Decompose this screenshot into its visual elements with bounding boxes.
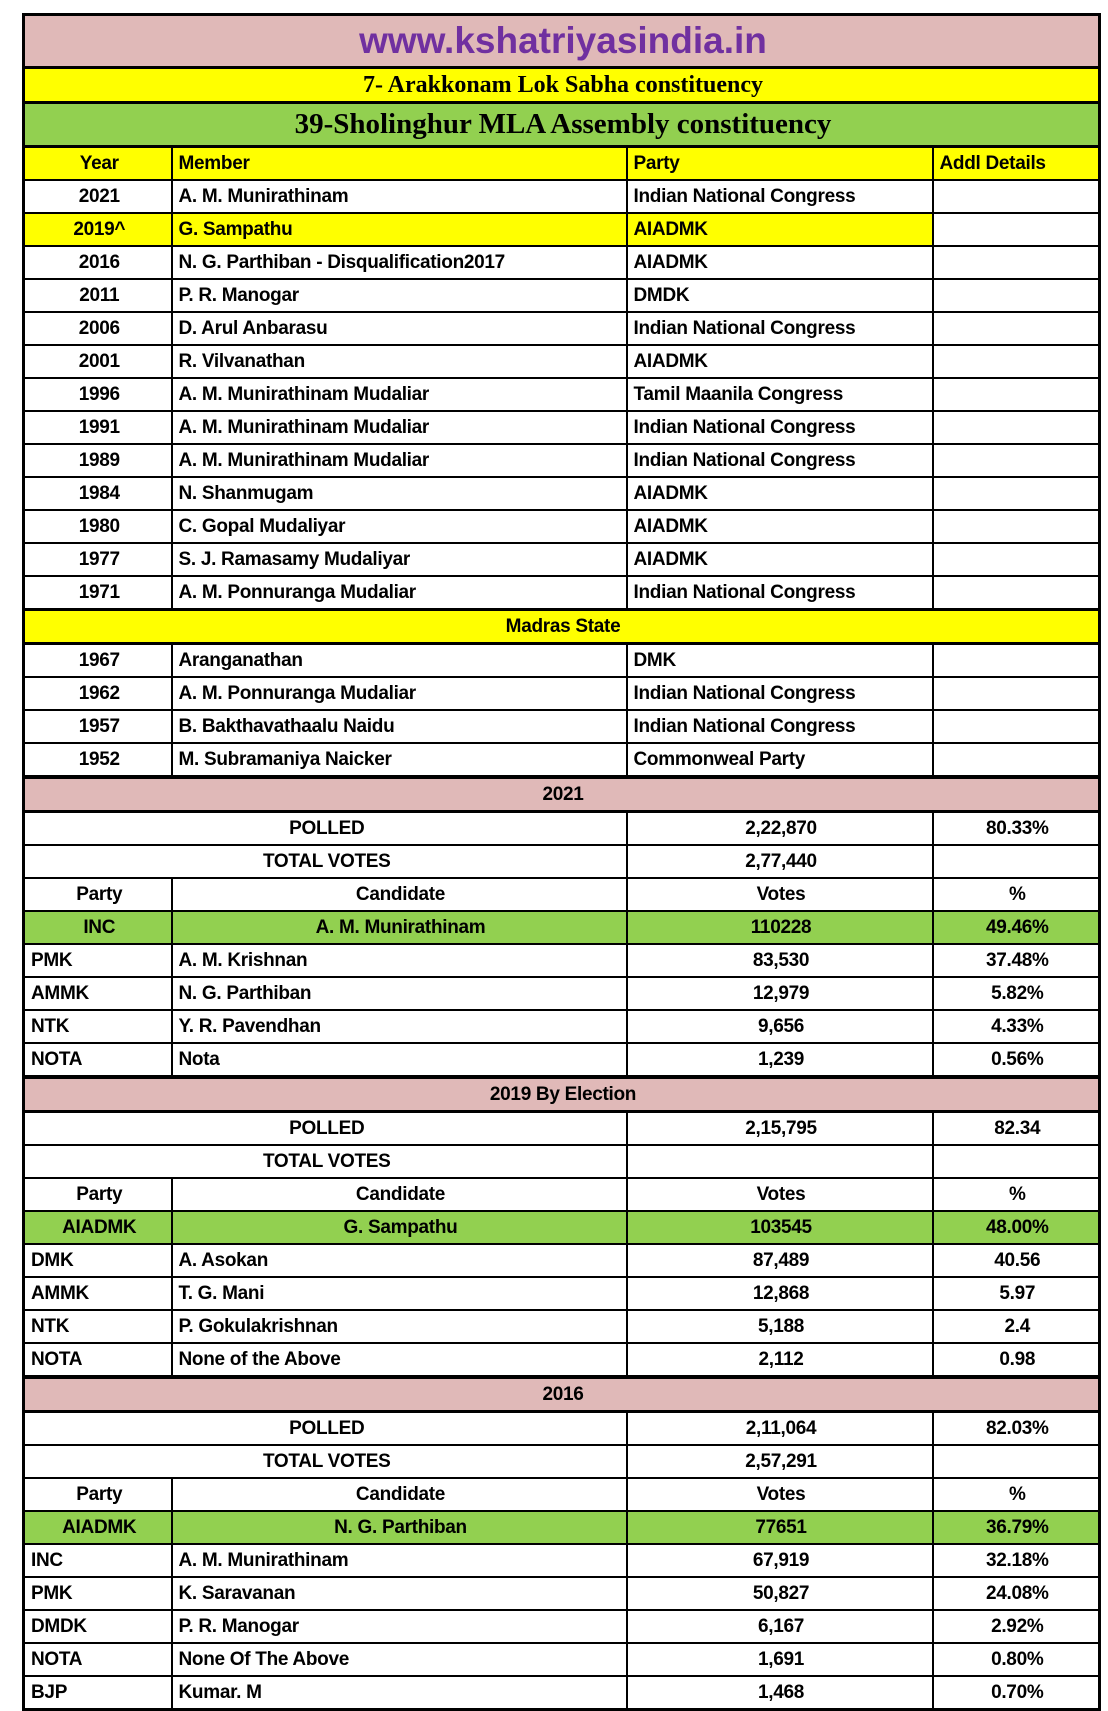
history-row: [24, 180, 1100, 213]
percent-header: %: [933, 1178, 1100, 1211]
addl-cell: [933, 180, 1100, 213]
candidate-header: Candidate: [172, 1478, 627, 1511]
year-cell: 1996: [24, 378, 172, 411]
result-row: [24, 1676, 1100, 1710]
percent-cell: 4.33%: [933, 1010, 1100, 1043]
total-votes-value: [627, 1145, 933, 1178]
polled-votes: 2,11,064: [627, 1412, 933, 1446]
addl-cell: [933, 477, 1100, 510]
member-cell: A. M. Ponnuranga Mudaliar: [172, 576, 627, 610]
madras-state-label: Madras State: [24, 610, 1100, 644]
member-cell: A. M. Munirathinam Mudaliar: [172, 444, 627, 477]
votes-cell: 1,691: [627, 1643, 933, 1676]
member-cell: G. Sampathu: [172, 213, 627, 246]
total-votes-label: TOTAL VOTES: [24, 845, 627, 878]
history-row: [24, 345, 1100, 378]
candidate-cell: N. G. Parthiban: [172, 977, 627, 1010]
year-cell: 1991: [24, 411, 172, 444]
site-title: www.kshatriyasindia.in: [24, 15, 1100, 68]
section-title-row: [24, 1077, 1100, 1112]
year-cell: 1957: [24, 710, 172, 743]
results-header-row: [24, 1178, 1100, 1211]
result-row: [24, 1577, 1100, 1610]
candidate-cell: N. G. Parthiban: [172, 1511, 627, 1544]
result-row-winner: [24, 1211, 1100, 1244]
party-cell: AIADMK: [627, 543, 933, 576]
site-banner: [24, 15, 1100, 68]
year-cell: 2001: [24, 345, 172, 378]
result-row: [24, 1544, 1100, 1577]
results-header-row: [24, 1478, 1100, 1511]
party-cell: NOTA: [24, 1643, 172, 1676]
result-row: [24, 1310, 1100, 1343]
party-cell: AIADMK: [627, 345, 933, 378]
candidate-cell: P. Gokulakrishnan: [172, 1310, 627, 1343]
polled-row: [24, 1412, 1100, 1446]
total-votes-percent: [933, 845, 1100, 878]
addl-cell: [933, 510, 1100, 543]
party-cell: INC: [24, 911, 172, 944]
member-cell: C. Gopal Mudaliyar: [172, 510, 627, 543]
party-cell: AIADMK: [627, 213, 933, 246]
total-votes-label: TOTAL VOTES: [24, 1445, 627, 1478]
history-row: [24, 677, 1100, 710]
result-row: [24, 1010, 1100, 1043]
history-row: [24, 477, 1100, 510]
votes-cell: 67,919: [627, 1544, 933, 1577]
year-cell: 1962: [24, 677, 172, 710]
party-cell: BJP: [24, 1676, 172, 1710]
polled-row: [24, 1112, 1100, 1146]
votes-cell: 12,979: [627, 977, 933, 1010]
member-cell: A. M. Ponnuranga Mudaliar: [172, 677, 627, 710]
addl-cell: [933, 677, 1100, 710]
total-votes-label: TOTAL VOTES: [24, 1145, 627, 1178]
polled-label: POLLED: [24, 1112, 627, 1146]
member-cell: B. Bakthavathaalu Naidu: [172, 710, 627, 743]
party-cell: PMK: [24, 944, 172, 977]
party-cell: AMMK: [24, 977, 172, 1010]
year-header: Year: [24, 147, 172, 181]
votes-cell: 87,489: [627, 1244, 933, 1277]
addl-cell: [933, 213, 1100, 246]
member-cell: D. Arul Anbarasu: [172, 312, 627, 345]
party-header: Party: [24, 1478, 172, 1511]
section-title: 2016: [24, 1377, 1100, 1412]
candidate-cell: T. G. Mani: [172, 1277, 627, 1310]
candidate-cell: A. M. Krishnan: [172, 944, 627, 977]
polled-percent: 82.03%: [933, 1412, 1100, 1446]
polled-votes: 2,15,795: [627, 1112, 933, 1146]
party-cell: AIADMK: [627, 510, 933, 543]
member-header: Member: [172, 147, 627, 181]
polled-label: POLLED: [24, 1412, 627, 1446]
party-cell: AIADMK: [627, 246, 933, 279]
polled-votes: 2,22,870: [627, 812, 933, 846]
addl-cell: [933, 576, 1100, 610]
member-cell: Aranganathan: [172, 644, 627, 678]
percent-cell: 24.08%: [933, 1577, 1100, 1610]
percent-cell: 0.56%: [933, 1043, 1100, 1077]
candidate-cell: Kumar. M: [172, 1676, 627, 1710]
history-row: [24, 543, 1100, 576]
member-cell: P. R. Manogar: [172, 279, 627, 312]
total-votes-row: [24, 1145, 1100, 1178]
member-cell: R. Vilvanathan: [172, 345, 627, 378]
percent-cell: 48.00%: [933, 1211, 1100, 1244]
year-cell: 1977: [24, 543, 172, 576]
year-cell: 1952: [24, 743, 172, 777]
percent-cell: 49.46%: [933, 911, 1100, 944]
year-cell: 1984: [24, 477, 172, 510]
member-cell: A. M. Munirathinam Mudaliar: [172, 378, 627, 411]
assembly-banner: [24, 103, 1100, 147]
candidate-cell: A. M. Munirathinam: [172, 911, 627, 944]
history-row-highlighted: [24, 213, 1100, 246]
member-cell: S. J. Ramasamy Mudaliyar: [172, 543, 627, 576]
total-votes-row: [24, 845, 1100, 878]
votes-cell: 6,167: [627, 1610, 933, 1643]
result-row: [24, 1244, 1100, 1277]
year-cell: 2019^: [24, 213, 172, 246]
result-row: [24, 977, 1100, 1010]
history-row: [24, 411, 1100, 444]
year-cell: 2016: [24, 246, 172, 279]
candidate-cell: K. Saravanan: [172, 1577, 627, 1610]
percent-cell: 32.18%: [933, 1544, 1100, 1577]
total-votes-row: [24, 1445, 1100, 1478]
member-cell: A. M. Munirathinam Mudaliar: [172, 411, 627, 444]
year-cell: 2006: [24, 312, 172, 345]
party-cell: DMK: [24, 1244, 172, 1277]
addl-cell: [933, 543, 1100, 576]
percent-cell: 40.56: [933, 1244, 1100, 1277]
section-title-row: [24, 1377, 1100, 1412]
votes-cell: 50,827: [627, 1577, 933, 1610]
addl-cell: [933, 279, 1100, 312]
party-cell: Indian National Congress: [627, 677, 933, 710]
year-cell: 2021: [24, 180, 172, 213]
results-header-row: [24, 878, 1100, 911]
section-title-row: [24, 777, 1100, 812]
party-cell: Indian National Congress: [627, 576, 933, 610]
history-row: [24, 246, 1100, 279]
votes-cell: 103545: [627, 1211, 933, 1244]
year-cell: 2011: [24, 279, 172, 312]
party-cell: AIADMK: [24, 1211, 172, 1244]
party-cell: Commonweal Party: [627, 743, 933, 777]
history-row: [24, 644, 1100, 678]
percent-cell: 36.79%: [933, 1511, 1100, 1544]
history-row: [24, 510, 1100, 543]
party-header: Party: [24, 1178, 172, 1211]
member-cell: N. G. Parthiban - Disqualification2017: [172, 246, 627, 279]
addl-cell: [933, 246, 1100, 279]
polled-row: [24, 812, 1100, 846]
year-cell: 1980: [24, 510, 172, 543]
candidate-cell: A. M. Munirathinam: [172, 1544, 627, 1577]
total-votes-value: 2,57,291: [627, 1445, 933, 1478]
party-cell: Indian National Congress: [627, 411, 933, 444]
result-row: [24, 1643, 1100, 1676]
history-row: [24, 279, 1100, 312]
result-row: [24, 1610, 1100, 1643]
lok-sabha-banner: [24, 68, 1100, 103]
percent-cell: 37.48%: [933, 944, 1100, 977]
section-title: 2019 By Election: [24, 1077, 1100, 1112]
votes-header: Votes: [627, 878, 933, 911]
votes-cell: 77651: [627, 1511, 933, 1544]
addl-cell: [933, 710, 1100, 743]
party-cell: NOTA: [24, 1343, 172, 1377]
result-row: [24, 1043, 1100, 1077]
addl-cell: [933, 644, 1100, 678]
section-title: 2021: [24, 777, 1100, 812]
member-cell: A. M. Munirathinam: [172, 180, 627, 213]
party-cell: AIADMK: [24, 1511, 172, 1544]
result-row: [24, 1343, 1100, 1377]
history-row: [24, 312, 1100, 345]
percent-header: %: [933, 878, 1100, 911]
percent-header: %: [933, 1478, 1100, 1511]
addl-cell: [933, 378, 1100, 411]
party-cell: INC: [24, 1544, 172, 1577]
result-row-winner: [24, 911, 1100, 944]
polled-percent: 82.34: [933, 1112, 1100, 1146]
party-cell: DMDK: [627, 279, 933, 312]
madras-state-divider: [24, 610, 1100, 644]
votes-cell: 12,868: [627, 1277, 933, 1310]
candidate-cell: A. Asokan: [172, 1244, 627, 1277]
constituency-table: [22, 13, 1101, 1711]
year-cell: 1971: [24, 576, 172, 610]
addl-cell: [933, 312, 1100, 345]
history-row: [24, 444, 1100, 477]
votes-cell: 5,188: [627, 1310, 933, 1343]
result-row-winner: [24, 1511, 1100, 1544]
party-cell: AMMK: [24, 1277, 172, 1310]
addl-cell: [933, 444, 1100, 477]
votes-cell: 1,468: [627, 1676, 933, 1710]
percent-cell: 2.4: [933, 1310, 1100, 1343]
party-header: Party: [627, 147, 933, 181]
result-row: [24, 944, 1100, 977]
votes-cell: 1,239: [627, 1043, 933, 1077]
member-cell: N. Shanmugam: [172, 477, 627, 510]
addl-details-header: Addl Details: [933, 147, 1100, 181]
votes-cell: 2,112: [627, 1343, 933, 1377]
history-row: [24, 378, 1100, 411]
addl-cell: [933, 411, 1100, 444]
party-cell: NOTA: [24, 1043, 172, 1077]
history-header-row: [24, 147, 1100, 181]
history-row: [24, 743, 1100, 777]
polled-label: POLLED: [24, 812, 627, 846]
percent-cell: 0.98: [933, 1343, 1100, 1377]
party-cell: Indian National Congress: [627, 710, 933, 743]
history-row: [24, 576, 1100, 610]
party-cell: Indian National Congress: [627, 444, 933, 477]
addl-cell: [933, 345, 1100, 378]
polled-percent: 80.33%: [933, 812, 1100, 846]
candidate-cell: Nota: [172, 1043, 627, 1077]
votes-header: Votes: [627, 1178, 933, 1211]
candidate-header: Candidate: [172, 878, 627, 911]
result-row: [24, 1277, 1100, 1310]
year-cell: 1989: [24, 444, 172, 477]
votes-cell: 83,530: [627, 944, 933, 977]
party-cell: AIADMK: [627, 477, 933, 510]
votes-cell: 110228: [627, 911, 933, 944]
party-cell: Tamil Maanila Congress: [627, 378, 933, 411]
party-cell: Indian National Congress: [627, 312, 933, 345]
history-row: [24, 710, 1100, 743]
votes-cell: 9,656: [627, 1010, 933, 1043]
year-cell: 1967: [24, 644, 172, 678]
percent-cell: 5.97: [933, 1277, 1100, 1310]
party-cell: PMK: [24, 1577, 172, 1610]
total-votes-value: 2,77,440: [627, 845, 933, 878]
member-cell: M. Subramaniya Naicker: [172, 743, 627, 777]
percent-cell: 2.92%: [933, 1610, 1100, 1643]
addl-cell: [933, 743, 1100, 777]
party-cell: NTK: [24, 1310, 172, 1343]
total-votes-percent: [933, 1145, 1100, 1178]
lok-sabha-title: 7- Arakkonam Lok Sabha constituency: [24, 68, 1100, 103]
percent-cell: 5.82%: [933, 977, 1100, 1010]
percent-cell: 0.70%: [933, 1676, 1100, 1710]
candidate-header: Candidate: [172, 1178, 627, 1211]
party-cell: NTK: [24, 1010, 172, 1043]
candidate-cell: Y. R. Pavendhan: [172, 1010, 627, 1043]
party-cell: DMK: [627, 644, 933, 678]
party-cell: Indian National Congress: [627, 180, 933, 213]
assembly-title: 39-Sholinghur MLA Assembly constituency: [24, 103, 1100, 147]
candidate-cell: G. Sampathu: [172, 1211, 627, 1244]
percent-cell: 0.80%: [933, 1643, 1100, 1676]
party-cell: DMDK: [24, 1610, 172, 1643]
candidate-cell: None Of The Above: [172, 1643, 627, 1676]
party-header: Party: [24, 878, 172, 911]
total-votes-percent: [933, 1445, 1100, 1478]
votes-header: Votes: [627, 1478, 933, 1511]
candidate-cell: P. R. Manogar: [172, 1610, 627, 1643]
candidate-cell: None of the Above: [172, 1343, 627, 1377]
